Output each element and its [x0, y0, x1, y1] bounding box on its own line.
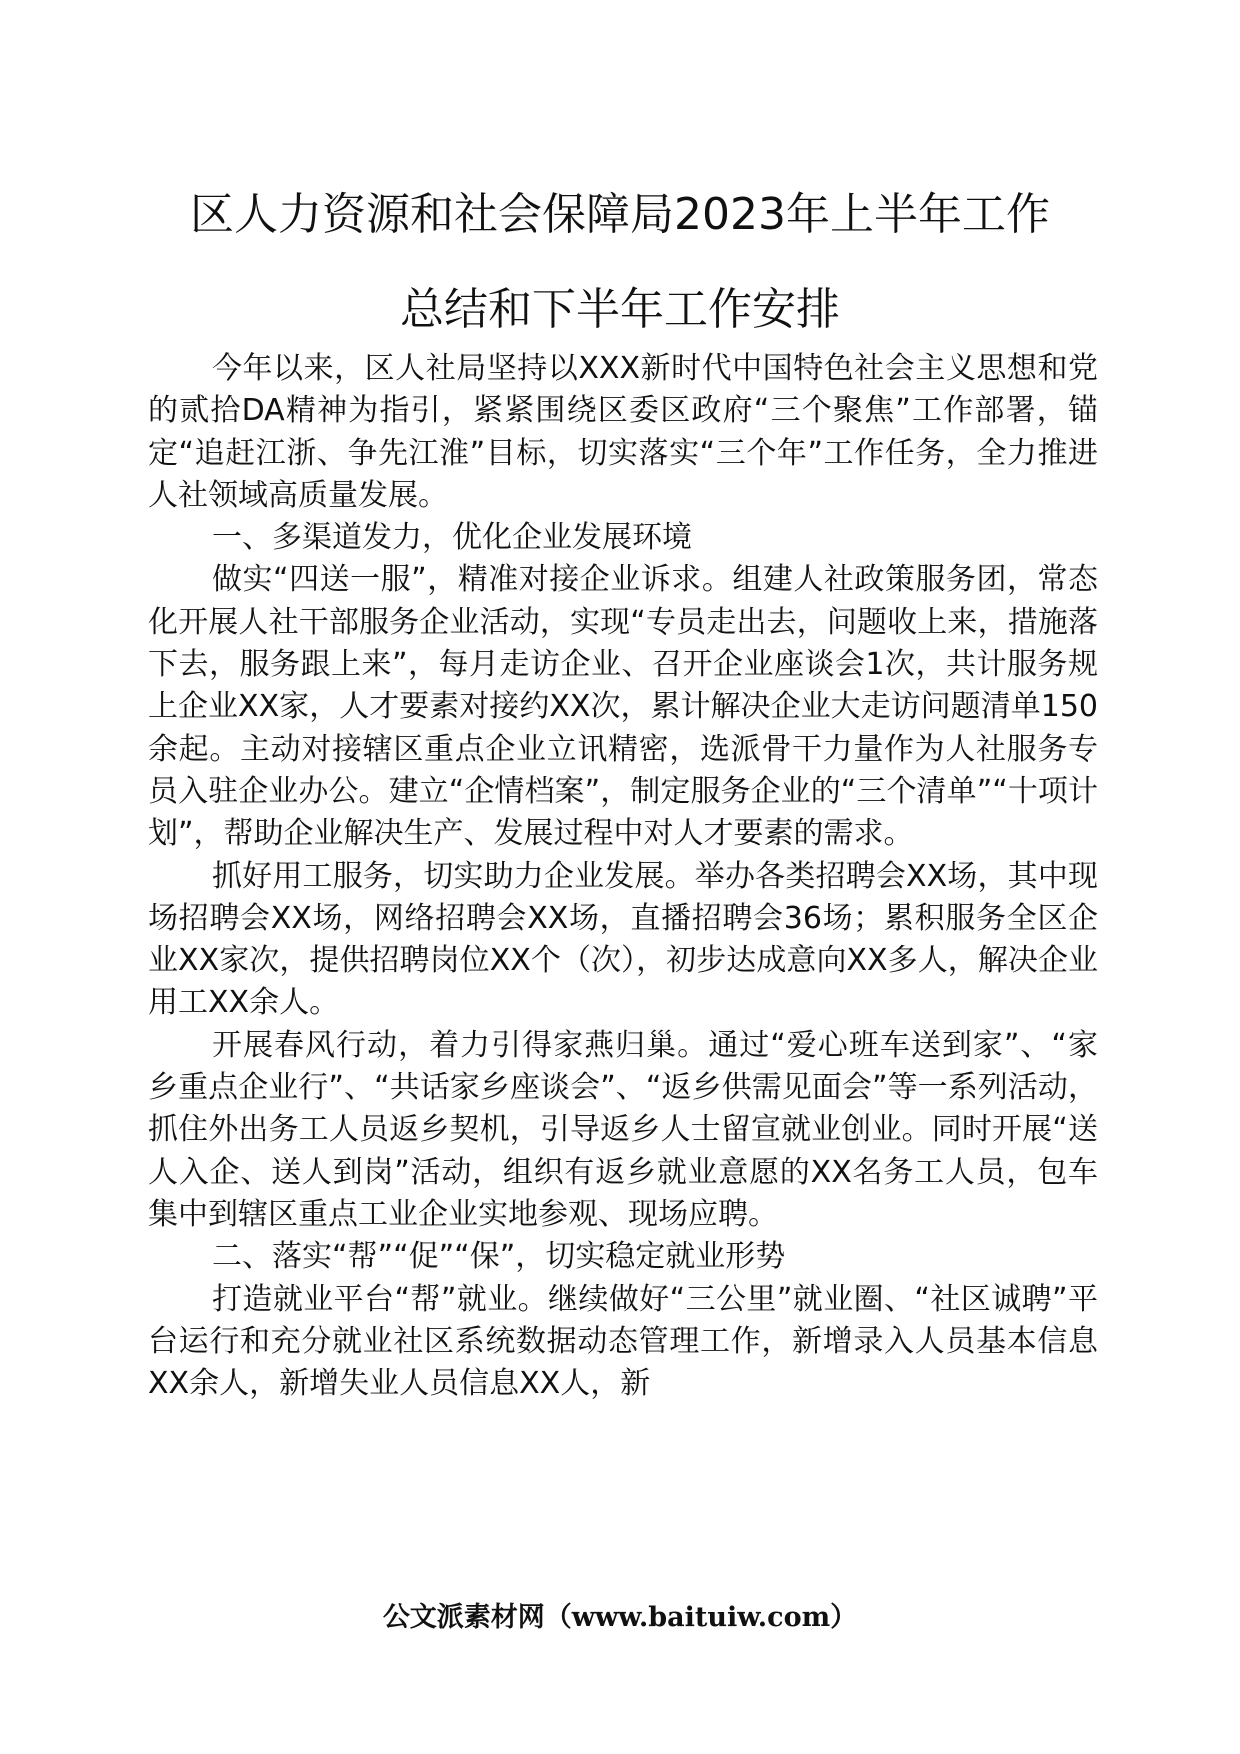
body-paragraph: 抓好用工服务，切实助力企业发展。举办各类招聘会XX场，其中现场招聘会XX场，网络招聘会XX场，直播招聘会36场；累积服务全区企业XX家次，提供招聘岗位XX个（次），初步达成意向XX多人，解决企业用工XX余人。: [148, 858, 1098, 1021]
body-paragraph: 开展春风行动，着力引得家燕归巢。通过“爱心班车送到家”、“家乡重点企业行”、“共话家乡座谈会”、“返乡供需见面会”等一系列活动，抓住外出务工人员返乡契机，引导返乡人士留宣就业创业。同时开展“送人入企、送人到岗”活动，组织有返乡就业意愿的XX名务工人员，包车集中到辖区重点工业企业实地参观、现场应聘。: [148, 1027, 1098, 1232]
document-body: [148, 348, 1098, 1405]
intro-paragraph: 今年以来，区人社局坚持以XXX新时代中国特色社会主义思想和党的贰拾DA精神为指引，紧紧围绕区委区政府“三个聚焦”工作部署，锚定“追赶江浙、争先江淮”目标，切实落实“三个年”工作任务，全力推进人社领域高质量发展。: [148, 351, 1098, 513]
body-paragraph: 打造就业平台“帮”就业。继续做好“三公里”就业圈、“社区诚聘”平台运行和充分就业社区系统数据动态管理工作，新增录入人员基本信息XX余人，新增失业人员信息XX人，新: [148, 1281, 1098, 1402]
document-title-line-1: 区人力资源和社会保障局2023年上半年工作: [190, 189, 1050, 240]
footer-watermark-text: 公文派素材网（www.baituiw.com）: [382, 1602, 858, 1633]
section-heading-1: 一、多渠道发力，优化企业发展环境: [212, 520, 692, 556]
document-title-line-2: 总结和下半年工作安排: [400, 284, 840, 335]
body-paragraph: 做实“四送一服”，精准对接企业诉求。组建人社政策服务团，常态化开展人社干部服务企业活动，实现“专员走出去，问题收上来，措施落下去，服务跟上来”，每月走访企业、召开企业座谈会1次，共计服务规上企业XX家，人才要素对接约XX次，累计解决企业大走访问题清单150余起。主动对接辖区重点企业立讯精密，选派骨干力量作为人社服务专员入驻企业办公。建立“企情档案”，制定服务企业的“三个清单”“十项计划”，帮助企业解决生产、发展过程中对人才要素的需求。: [148, 562, 1098, 852]
section-heading-2: 二、落实“帮”“促”“保”，切实稳定就业形势: [212, 1239, 786, 1275]
